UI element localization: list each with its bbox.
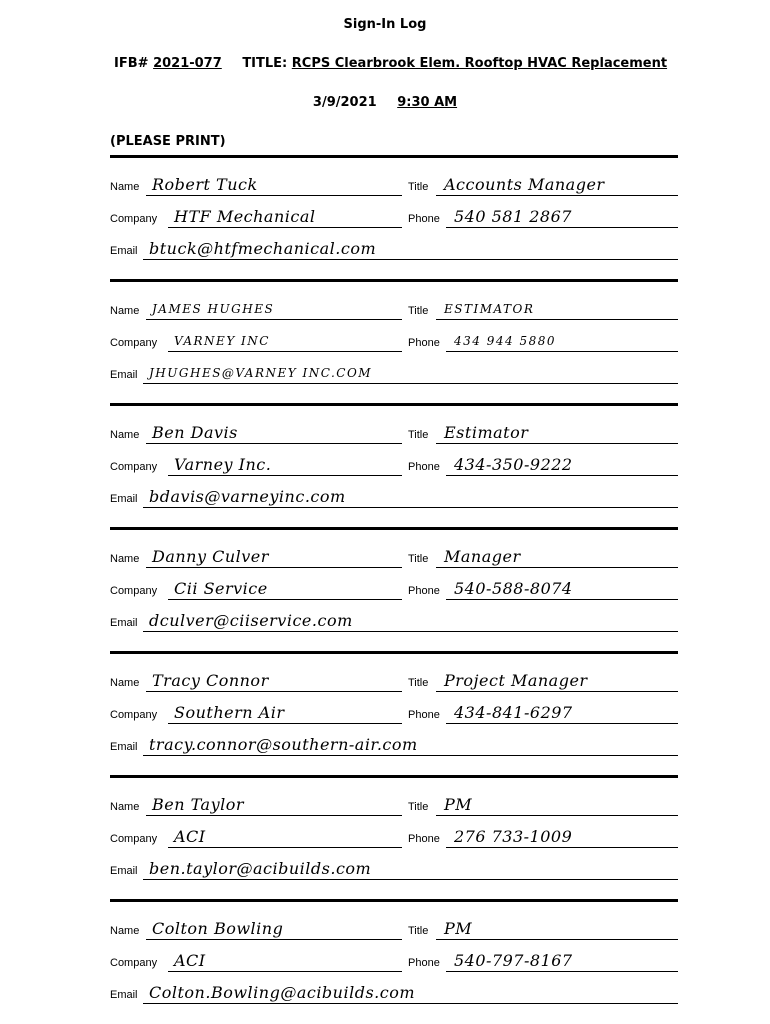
entry-email-value: tracy.connor@southern-air.com [149,735,418,754]
name-underline [146,939,402,940]
title-label: Title [408,553,429,565]
company-underline [168,847,402,848]
entry-name-value: Tracy Connor [152,671,269,690]
company-underline [168,723,402,724]
phone-label: Phone [408,957,440,969]
entry-title-value: PM [444,795,473,814]
title-label: Title [408,429,429,441]
phone-underline [446,351,678,352]
email-underline [143,879,678,880]
entry-email-value: dculver@ciiservice.com [149,611,353,630]
entry-phone-value: 540 581 2867 [454,207,572,226]
entry-divider [110,279,678,282]
entry-email-value: JHUGHES@VARNEY INC.COM [149,366,373,380]
entry-title-value: PM [444,919,473,938]
entry-divider [110,775,678,778]
entry-email-value: btuck@htfmechanical.com [149,239,377,258]
title-label: Title [408,181,429,193]
phone-label: Phone [408,709,440,721]
phone-underline [446,723,678,724]
email-underline [143,383,678,384]
entry-title-value: ESTIMATOR [444,302,535,316]
entry-name-value: Danny Culver [152,547,269,566]
company-underline [168,599,402,600]
entry-title-value: Manager [444,547,521,566]
email-underline [143,1003,678,1004]
entry-phone-value: 276 733-1009 [454,827,573,846]
name-label: Name [110,925,140,937]
title-underline [436,567,678,568]
name-underline [146,691,402,692]
name-underline [146,319,402,320]
entry-company-value: ACI [174,951,206,970]
company-underline [168,351,402,352]
email-label: Email [110,865,138,877]
date-time-line [0,95,770,110]
entry-phone-value: 434 944 5880 [454,334,556,348]
name-underline [146,567,402,568]
entry-title-value: Project Manager [444,671,588,690]
title-underline [436,815,678,816]
title-underline [436,319,678,320]
title-underline [436,443,678,444]
name-underline [146,815,402,816]
entry-divider [110,899,678,902]
title-underline [436,691,678,692]
phone-underline [446,227,678,228]
entry-name-value: Ben Taylor [152,795,245,814]
company-underline [168,475,402,476]
meeting-time: 9:30 AM [397,95,458,110]
email-underline [143,631,678,632]
name-label: Name [110,305,140,317]
entry-company-value: HTF Mechanical [174,207,316,226]
ifb-label: IFB# [114,56,149,71]
title-label: TITLE: [242,56,288,71]
phone-underline [446,847,678,848]
entry-company-value: VARNEY INC [174,334,270,348]
project-title: RCPS Clearbrook Elem. Rooftop HVAC Replacement [291,56,668,71]
email-label: Email [110,493,138,505]
company-label: Company [110,461,158,473]
entry-name-value: Ben Davis [152,423,238,442]
company-label: Company [110,957,158,969]
entry-phone-value: 434-350-9222 [454,455,573,474]
email-label: Email [110,617,138,629]
name-label: Name [110,429,140,441]
company-label: Company [110,337,158,349]
entry-company-value: ACI [174,827,206,846]
entry-name-value: Colton Bowling [152,919,284,938]
page-title: Sign-In Log [343,17,427,32]
entry-divider [110,155,678,158]
entry-divider [110,651,678,654]
name-label: Name [110,553,140,565]
entry-divider [110,527,678,530]
email-label: Email [110,245,138,257]
name-label: Name [110,801,140,813]
entry-phone-value: 540-588-8074 [454,579,573,598]
email-underline [143,259,678,260]
phone-label: Phone [408,461,440,473]
company-label: Company [110,833,158,845]
title-underline [436,195,678,196]
name-underline [146,195,402,196]
company-underline [168,971,402,972]
ifb-number: 2021-077 [153,56,222,71]
company-underline [168,227,402,228]
print-instruction: (PLEASE PRINT) [110,134,226,149]
title-label: Title [408,925,429,937]
phone-underline [446,475,678,476]
company-label: Company [110,585,158,597]
entry-name-value: Robert Tuck [152,175,258,194]
phone-label: Phone [408,585,440,597]
phone-label: Phone [408,337,440,349]
title-label: Title [408,801,429,813]
email-label: Email [110,989,138,1001]
email-underline [143,755,678,756]
entry-email-value: bdavis@varneyinc.com [149,487,346,506]
company-label: Company [110,709,158,721]
company-label: Company [110,213,158,225]
entry-phone-value: 434-841-6297 [454,703,573,722]
email-label: Email [110,369,138,381]
ifb-title-line [114,56,667,71]
entry-phone-value: 540-797-8167 [454,951,573,970]
entry-title-value: Accounts Manager [444,175,605,194]
entry-company-value: Cii Service [174,579,268,598]
entry-name-value: JAMES HUGHES [152,302,275,316]
meeting-date: 3/9/2021 [312,95,377,110]
title-label: Title [408,305,429,317]
entry-email-value: Colton.Bowling@acibuilds.com [149,983,416,1002]
entry-email-value: ben.taylor@acibuilds.com [149,859,372,878]
title-label: Title [408,677,429,689]
name-underline [146,443,402,444]
title-underline [436,939,678,940]
entry-divider [110,403,678,406]
email-label: Email [110,741,138,753]
name-label: Name [110,181,140,193]
entry-company-value: Southern Air [174,703,285,722]
email-underline [143,507,678,508]
name-label: Name [110,677,140,689]
entry-company-value: Varney Inc. [174,455,272,474]
phone-label: Phone [408,213,440,225]
phone-underline [446,971,678,972]
entry-title-value: Estimator [444,423,529,442]
phone-label: Phone [408,833,440,845]
phone-underline [446,599,678,600]
